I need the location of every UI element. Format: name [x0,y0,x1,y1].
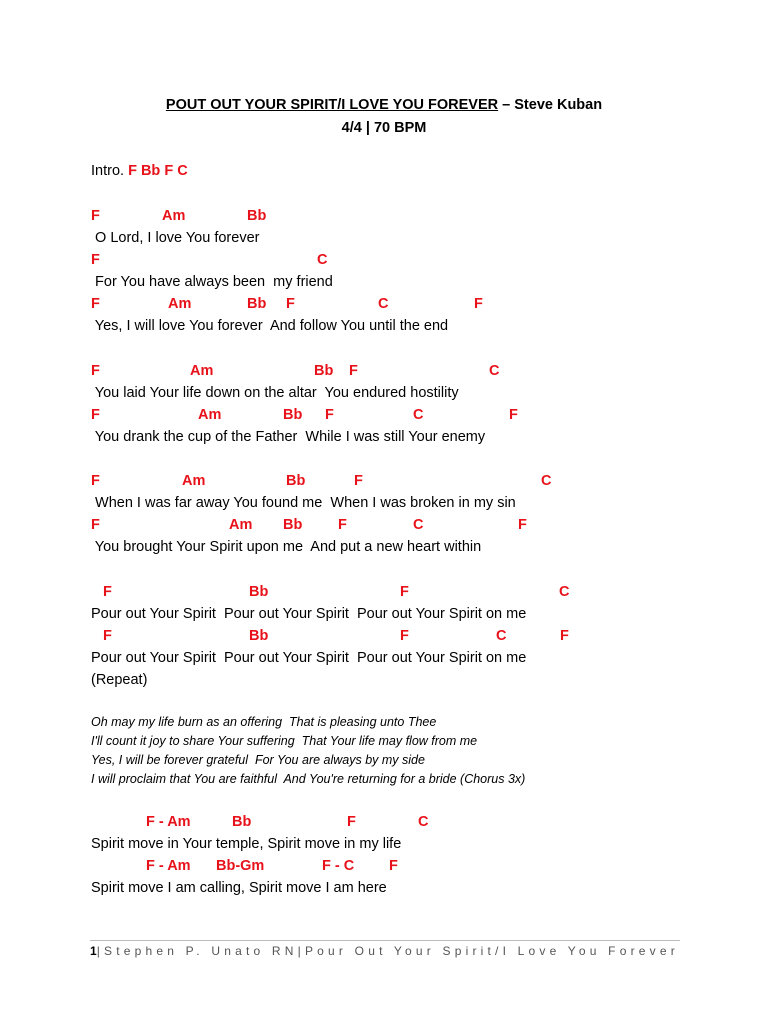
intro-chords: F Bb F C [128,163,188,179]
lyric-line: Spirit move I am calling, Spirit move I am here [91,880,387,896]
chord: F [91,296,100,312]
chord: F [91,208,100,224]
song-title [0,96,768,114]
lyric-line: Spirit move in Your temple, Spirit move in my life [91,836,402,852]
chord: F [354,473,363,489]
chord: Am [182,473,206,489]
chord: Bb [283,517,303,533]
verse-line: I'll count it joy to share Your suffering That Your life may flow from me [91,734,478,748]
chord: F [347,814,356,830]
verse-line: I will proclaim that You are faithful And You're returning for a bride (Chorus 3x) [91,772,526,786]
chord: F [560,628,569,644]
chord: F [286,296,295,312]
page-footer [90,944,679,958]
chord: F - Am [146,858,191,874]
lyric-line: Yes, I will love You forever And follow You until the end [91,318,449,334]
chord: Am [229,517,253,533]
chord: Bb [247,208,267,224]
intro-line [91,162,188,180]
chord: F [91,252,100,268]
chord: C [418,814,429,830]
chord: F [474,296,483,312]
chord: Am [162,208,186,224]
footer-text: |Stephen P. Unato RN|Pour Out Your Spirit/I Love You Forever [96,944,679,958]
chord: F [509,407,518,423]
lyric-line: Pour out Your Spirit Pour out Your Spirit Pour out Your Spirit on me [91,606,527,622]
chord: C [489,363,500,379]
chord: F [103,584,112,600]
lyric-line: When I was far away You found me When I was broken in my sin [91,495,516,511]
chord: Am [168,296,192,312]
chord: F [103,628,112,644]
lyric-line: You drank the cup of the Father While I was still Your enemy [91,429,486,445]
chord: Bb [249,584,269,600]
chord: F [400,628,409,644]
chord: C [378,296,389,312]
repeat-note: (Repeat) [91,672,148,688]
lyric-line: You laid Your life down on the altar You endured hostility [91,385,459,401]
chord: Bb [247,296,267,312]
chord: F [91,473,100,489]
lyric-line: For You have always been my friend [91,274,333,290]
chord: C [541,473,552,489]
chord: Bb [286,473,306,489]
chord: F [400,584,409,600]
chord: Bb-Gm [216,858,265,874]
chord: Bb [249,628,269,644]
verse-line: Yes, I will be forever grateful For You are always by my side [91,753,425,767]
chord: F [338,517,347,533]
lyric-line: O Lord, I love You forever [91,230,260,246]
chord: Bb [232,814,252,830]
song-name: POUT OUT YOUR SPIRIT/I LOVE YOU FOREVER [165,97,499,113]
song-author: Steve Kuban [514,97,603,113]
lyric-line: You brought Your Spirit upon me And put a new heart within [91,539,482,555]
chord: F [389,858,398,874]
footer-divider [90,940,680,941]
lyric-line: Pour out Your Spirit Pour out Your Spirit Pour out Your Spirit on me [91,650,527,666]
chord: F [91,517,100,533]
chord: F [91,363,100,379]
page-number: 1 [90,944,97,958]
chord: F [325,407,334,423]
chord: C [317,252,328,268]
tempo-meter: 4/4 | 70 BPM [341,120,427,136]
verse-line: Oh may my life burn as an offering That is pleasing unto Thee [91,715,437,729]
chord: F [349,363,358,379]
chord: F - C [322,858,355,874]
chord: Bb [314,363,334,379]
title-separator: – [498,97,515,113]
chord: C [559,584,570,600]
chord: C [413,517,424,533]
intro-label: Intro. [91,163,125,179]
chord: Am [198,407,222,423]
chord: Bb [283,407,303,423]
chord: F [91,407,100,423]
chord: F [518,517,527,533]
chord: Am [190,363,214,379]
chord: F - Am [146,814,191,830]
chord: C [413,407,424,423]
chord: C [496,628,507,644]
